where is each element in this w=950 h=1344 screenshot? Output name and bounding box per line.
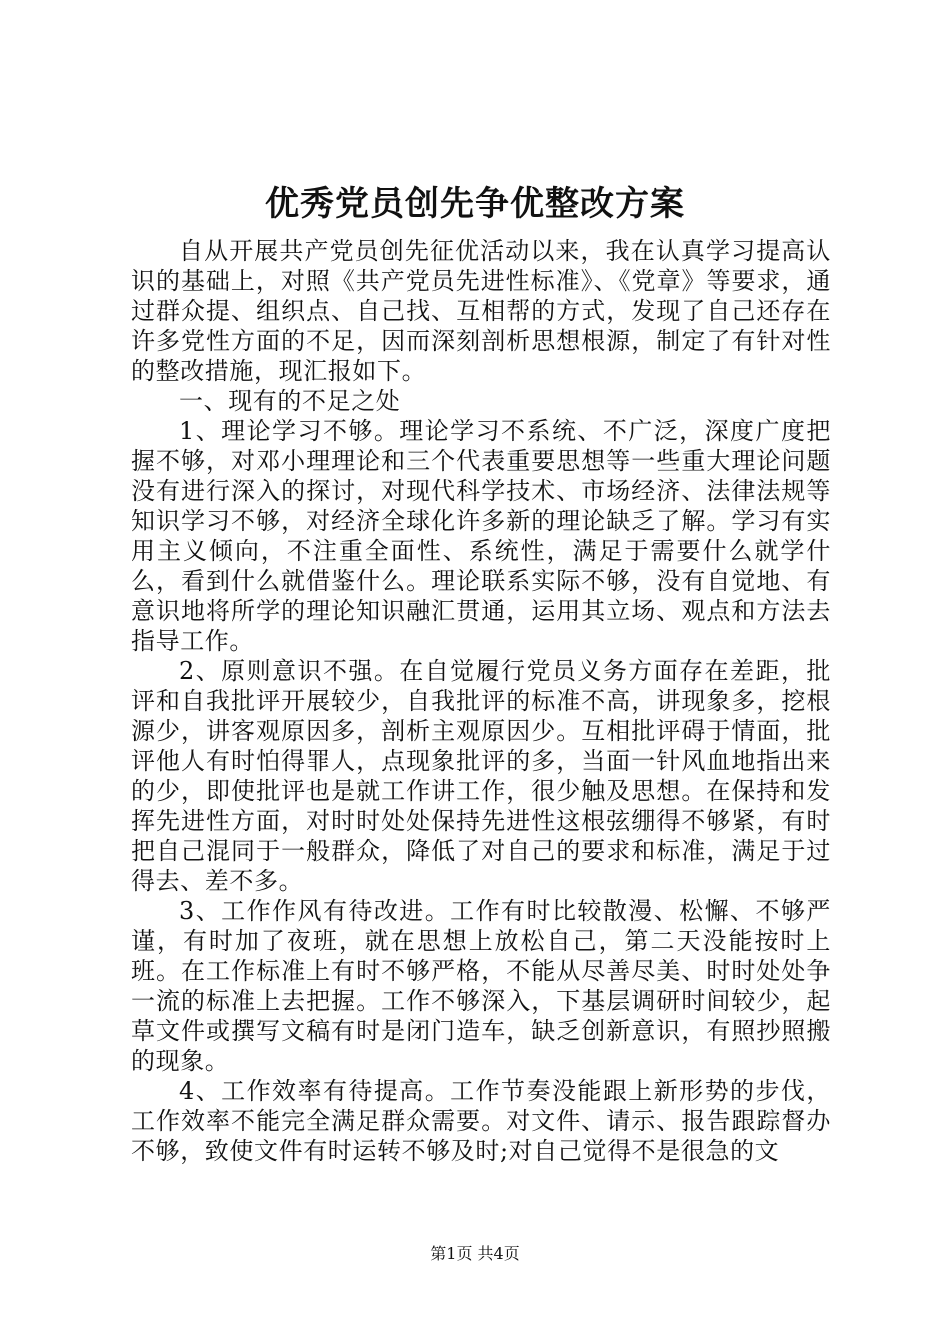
paragraph-theory-study: 1、理论学习不够。理论学习不系统、不广泛，深度广度把握不够，对邓小理理论和三个代表重要思想等一些重大理论问题没有进行深入的探讨，对现代科学技术、市场经济、法律法规等知识学习不够，对经济全球化许多新的理论缺乏了解。学习有实用主义倾向，不注重全面性、系统性，满足于需要什么就学什么，看到什么就借鉴什么。理论联系实际不够，没有自觉地、有意识地将所学的理论知识融汇贯通，运用其立场、观点和方法去指导工作。: [131, 417, 831, 655]
document-body: [131, 236, 831, 1166]
paragraph-principle-awareness: 2、原则意识不强。在自觉履行党员义务方面存在差距，批评和自我批评开展较少，自我批评的标准不高，讲现象多，挖根源少，讲客观原因多，剖析主观原因少。互相批评碍于情面，批评他人有时怕得罪人，点现象批评的多，当面一针风血地指出来的少，即使批评也是就工作讲工作，很少触及思想。在保持和发挥先进性方面，对时时处处保持先进性这根弦绷得不够紧，有时把自己混同于一般群众，降低了对自己的要求和标准，满足于过得去、差不多。: [131, 657, 831, 895]
document-title: 优秀党员创先争优整改方案: [265, 184, 685, 224]
paragraph-work-efficiency: 4、工作效率有待提高。工作节奏没能跟上新形势的步伐，工作效率不能完全满足群众需要。对文件、请示、报告跟踪督办不够，致使文件有时运转不够及时;对自己觉得不是很急的文: [131, 1077, 831, 1165]
page-footer: 第1页 共4页: [430, 1244, 520, 1263]
section-heading-shortcomings: 一、现有的不足之处: [179, 387, 401, 415]
paragraph-intro: 自从开展共产党员创先征优活动以来，我在认真学习提高认识的基础上，对照《共产党员先进性标准》、《党章》等要求，通过群众提、组织点、自己找、互相帮的方式，发现了自己还存在许多党性方面的不足，因而深刻剖析思想根源，制定了有针对性的整改措施，现汇报如下。: [131, 237, 831, 385]
paragraph-work-style: 3、工作作风有待改进。工作有时比较散漫、松懈、不够严谨，有时加了夜班，就在思想上放松自己，第二天没能按时上班。在工作标准上有时不够严格，不能从尽善尽美、时时处处争一流的标准上去把握。工作不够深入，下基层调研时间较少，起草文件或撰写文稿有时是闭门造车，缺乏创新意识，有照抄照搬的现象。: [131, 897, 831, 1075]
